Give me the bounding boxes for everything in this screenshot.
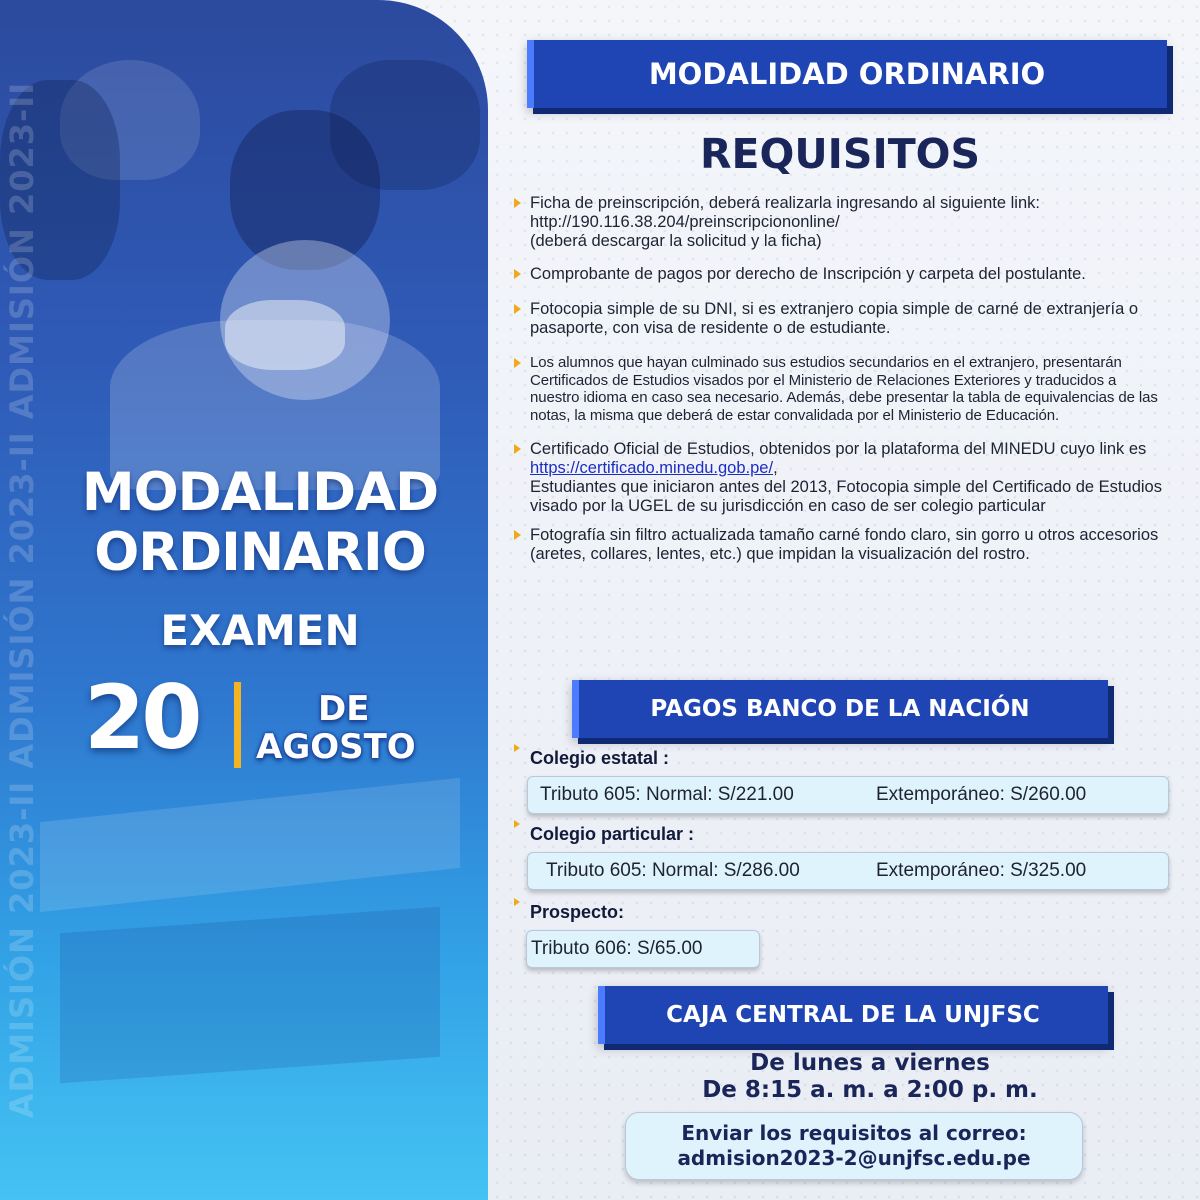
particular-extemporaneo: Extemporáneo: S/325.00 (876, 860, 1087, 881)
estatal-extemporaneo: Extemporáneo: S/260.00 (876, 784, 1087, 805)
bullet-icon (514, 530, 521, 540)
email-address[interactable]: admision2023-2@unjfsc.edu.pe (677, 1146, 1031, 1170)
particular-fees (527, 852, 1169, 890)
header-title: MODALIDAD ORDINARIO (648, 57, 1046, 91)
exam-day: 20 (84, 666, 199, 769)
exam-date (84, 666, 464, 782)
bullet-icon (514, 744, 520, 752)
requirement-item: Certificado Oficial de Estudios, obtenidos por la plataforma del MINEDU cuyo link es https://certificado.minedu.gob.pe/, Estudiantes que iniciaron antes del 2013, Fotocopia simple del Certificado de Estudios visado por la UGEL de su jurisdicción en caso de ser colegio particular (508, 440, 1168, 516)
estatal-fees (527, 776, 1169, 814)
bullet-icon (514, 304, 521, 314)
bullet-icon (514, 444, 521, 454)
caja-banner (598, 986, 1108, 1044)
left-title-line2: ORDINARIO (94, 522, 426, 583)
watermark: ADMISIÓN 2023-II ADMISIÓN 2023-II ADMISIÓN 2023-II (3, 81, 41, 1119)
students-photo (0, 0, 488, 1200)
requirement-item: Ficha de preinscripción, deberá realizarla ingresando al siguiente link: http://190.116.38.204/preinscripciononline/ (deberá descargar la solicitud y la ficha) (508, 194, 1168, 251)
particular-label: Colegio particular : (530, 824, 694, 845)
requisitos-title: REQUISITOS (699, 130, 981, 178)
estatal-normal: Tributo 605: Normal: S/221.00 (540, 784, 794, 805)
prospecto-label: Prospecto: (530, 902, 624, 923)
requirements-list (508, 194, 1168, 564)
pagos-banner (572, 680, 1108, 738)
schedule (640, 1050, 1100, 1104)
bullet-icon (514, 820, 520, 828)
date-divider (234, 682, 241, 768)
requirement-item: Comprobante de pagos por derecho de Inscripción y carpeta del postulante. (508, 265, 1168, 284)
bullet-icon (514, 269, 521, 279)
bullet-icon (514, 358, 521, 368)
bullet-icon (514, 198, 521, 208)
header-banner (527, 40, 1167, 108)
particular-normal: Tributo 605: Normal: S/286.00 (546, 860, 800, 881)
requirement-item: Fotocopia simple de su DNI, si es extranjero copia simple de carné de extranjería o pasaporte, con visa de residente o de estudiante. (508, 300, 1168, 338)
requirement-item: Fotografía sin filtro actualizada tamaño carné fondo claro, sin gorro u otros accesorios (aretes, collares, lentes, etc.) que impidan la visualización del rostro. (508, 526, 1168, 564)
exam-de: DE (318, 689, 370, 729)
schedule-hours: De 8:15 a. m. a 2:00 p. m. (702, 1077, 1038, 1103)
minedu-link[interactable]: https://certificado.minedu.gob.pe/ (530, 459, 774, 477)
prospecto-fee (526, 930, 760, 968)
exam-month: AGOSTO (256, 727, 416, 767)
pagos-title: PAGOS BANCO DE LA NACIÓN (650, 696, 1030, 722)
left-title-line1: MODALIDAD (81, 462, 439, 523)
caja-title: CAJA CENTRAL DE LA UNJFSC (666, 1002, 1040, 1028)
left-panel (0, 0, 488, 1200)
exam-label: EXAMEN (160, 606, 360, 655)
prospecto-value: Tributo 606: S/65.00 (531, 938, 703, 959)
email-box (625, 1112, 1083, 1180)
bullet-icon (514, 898, 520, 906)
estatal-label: Colegio estatal : (530, 748, 669, 769)
email-label: Enviar los requisitos al correo: (681, 1121, 1027, 1145)
requirement-item: Los alumnos que hayan culminado sus estudios secundarios en el extranjero, presentarán Certificados de Estudios visados por el Ministerio de Relaciones Exteriores y traducidos a nuestro idioma en caso sea necesario. Además, debe presentar la tabla de equivalencias de las notas, la misma que deberá de estar convalidada por el Ministerio de Educación. (508, 354, 1168, 424)
schedule-days: De lunes a viernes (750, 1050, 990, 1076)
